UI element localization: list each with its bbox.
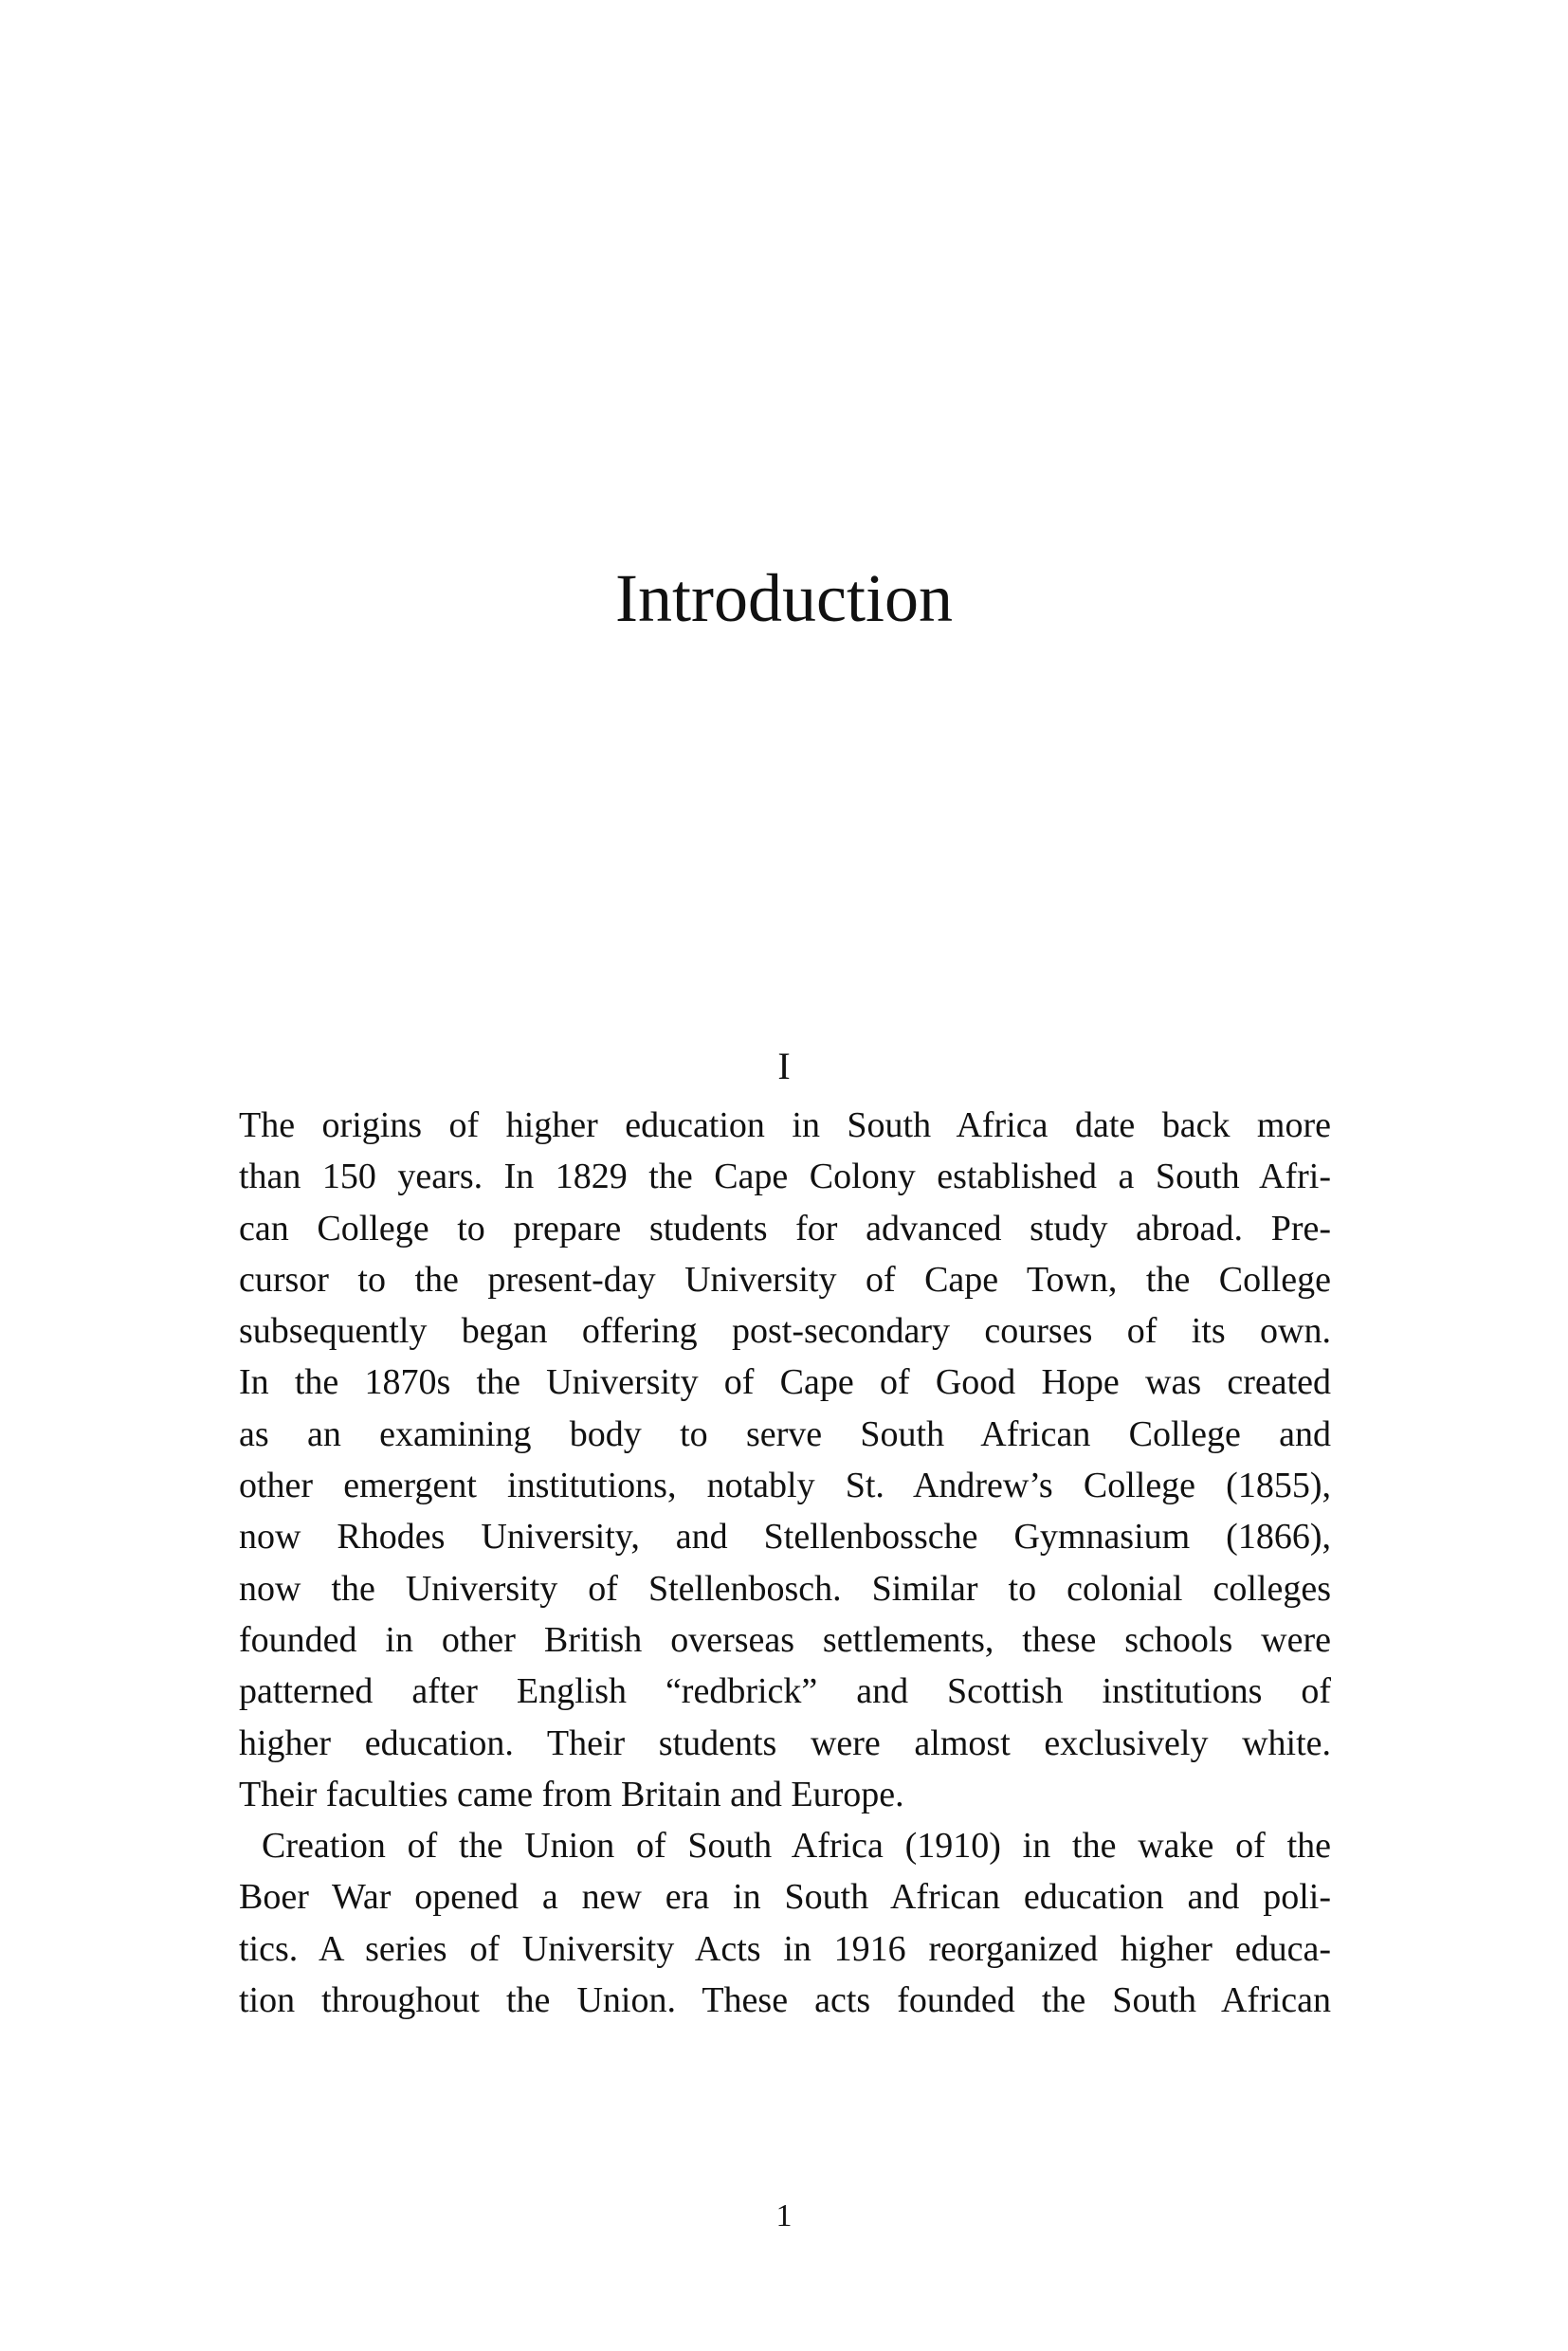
text-line: tics. A series of University Acts in 1916 reorganized higher educa-	[239, 1928, 1331, 1969]
text-line: now Rhodes University, and Stellenbossche Gymnasium (1866),	[239, 1517, 1331, 1558]
body-text	[239, 1100, 1331, 2026]
text-line: founded in other British overseas settlements, these schools were	[239, 1619, 1331, 1660]
text-line: Creation of the Union of South Africa (1910) in the wake of the	[262, 1826, 1331, 1867]
text-line: patterned after English “redbrick” and Scottish institutions of	[239, 1671, 1331, 1712]
text-line: tion throughout the Union. These acts founded the South African	[239, 1980, 1331, 2021]
text-line: now the University of Stellenbosch. Similar to colonial colleges	[239, 1568, 1331, 1609]
page-number: 1	[775, 2198, 793, 2233]
text-line: higher education. Their students were almost exclusively white.	[239, 1722, 1331, 1763]
text-line: Boer War opened a new era in South African education and poli-	[239, 1877, 1331, 1918]
text-line: subsequently began offering post-secondary courses of its own.	[239, 1311, 1331, 1352]
text-line: other emergent institutions, notably St. Andrew’s College (1855),	[239, 1466, 1331, 1506]
text-line: as an examining body to serve South African College and	[239, 1413, 1331, 1454]
text-line: Their faculties came from Britain and Europe.	[239, 1774, 904, 1814]
text-line: cursor to the present-day University of Cape Town, the College	[239, 1259, 1331, 1300]
text-line: than 150 years. In 1829 the Cape Colony established a South Afri-	[239, 1157, 1331, 1197]
text-line: can College to prepare students for advanced study abroad. Pre-	[239, 1208, 1331, 1248]
chapter-title: Introduction	[615, 560, 953, 636]
text-line: In the 1870s the University of Cape of Good Hope was created	[239, 1362, 1331, 1403]
section-numeral: I	[777, 1045, 791, 1087]
text-line: The origins of higher education in South Africa date back more	[239, 1105, 1331, 1145]
